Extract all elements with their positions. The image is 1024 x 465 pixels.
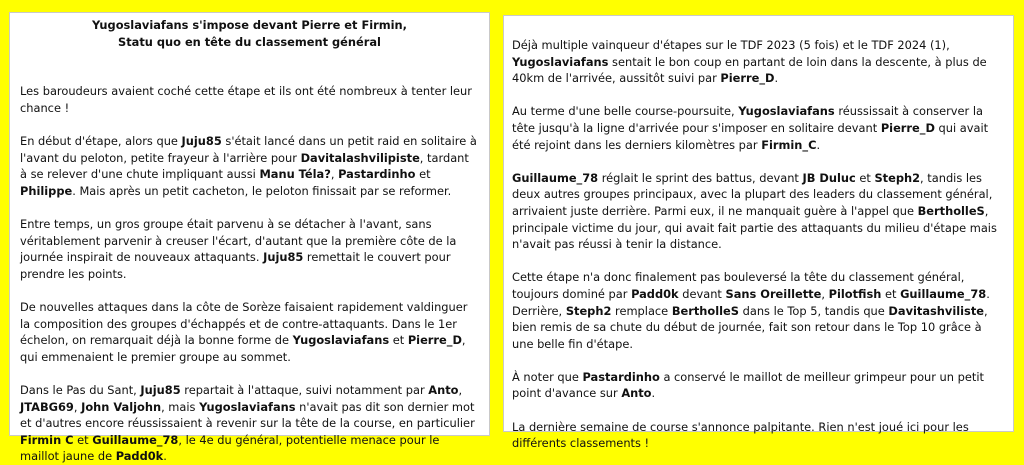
text-run: , mais (161, 399, 200, 414)
text-run: repartait à l'attaque, suivi notamment par (180, 383, 429, 398)
rider-name: Juju85 (181, 134, 222, 149)
text-run: qui avait été rejoint dans les derniers kilomètres par (512, 120, 989, 152)
right-paragraph (512, 369, 1003, 402)
rider-name: Padd0k (631, 286, 679, 301)
rider-name: Juju85 (263, 250, 304, 265)
text-run: dans le Top 5, tandis que (738, 303, 889, 318)
rider-name: Philippe (20, 183, 73, 198)
rider-name: Manu Téla? (259, 167, 331, 182)
rider-name: Firmin_C (761, 137, 817, 152)
text-run: , qui emmenaient le premier groupe au sommet. (20, 333, 466, 364)
text-run: À noter que (512, 369, 583, 384)
article-title-line-2: Statu quo en tête du classement général (118, 34, 381, 49)
text-run: s'était lancé dans un petit raid en solitaire à l'avant du peloton, petite frayeur à l'arrière pour (20, 134, 477, 165)
text-run: , principale victime du jour, qui avait fait partie des attaquants du milieu d'étape mais n'avait pas réussi à tenir la distance. (512, 203, 997, 252)
rider-name: Padd0k (115, 449, 164, 464)
text-run: , bien remis de sa chute du début de journée, fait son retour dans le Top 10 grâce à une belle fin d'étape. (512, 303, 988, 351)
text-run: , (821, 286, 829, 301)
right-paragraph (512, 37, 1003, 87)
text-run: Les baroudeurs avaient coché cette étape et ils ont été nombreux à tenter leur chance ! (20, 84, 472, 115)
left-paragraph (20, 382, 479, 465)
left-article-panel (9, 12, 490, 464)
right-paragraph (512, 419, 1003, 452)
text-run: , tardant à se relever d'une chute impliquant aussi (20, 150, 469, 182)
text-run: devant (678, 286, 726, 301)
text-run: , (330, 167, 339, 182)
text-run: , (458, 383, 463, 398)
rider-name: Juju85 (140, 383, 181, 398)
text-run: . (163, 449, 167, 464)
text-run: La dernière semaine de course s'annonce palpitante. Rien n'est joué ici pour les différents classements ! (512, 419, 969, 451)
title-spacer (20, 50, 479, 83)
rider-name: Guillaume_78 (92, 432, 179, 447)
rider-name: Firmin C (20, 432, 74, 447)
rider-name: Pilotfish (828, 286, 882, 301)
text-run: . (774, 71, 779, 86)
text-run: . Derrière, (512, 286, 990, 318)
rider-name: Yugoslaviafans (738, 104, 835, 119)
rider-name: Sans Oreillette (725, 286, 822, 301)
text-run: En début d'étape, alors que (20, 134, 182, 149)
rider-name: JB Duluc (802, 170, 856, 185)
rider-name: Yugoslaviafans (292, 333, 390, 348)
right-paragraph (512, 170, 1003, 253)
text-run: , tandis les deux autres groupes principaux, avec la plupart des leaders du classement général, arrivaient juste derrière. Parmi eux, il ne manquait guère à l'appel que (512, 170, 993, 218)
text-run: remettait le couvert pour prendre les points. (20, 250, 451, 281)
rider-name: Anto (621, 386, 652, 401)
text-run: Cette étape n'a donc finalement pas bouleversé la tête du classement général, toujours dominé par (512, 270, 965, 301)
text-run: Entre temps, un gros groupe était parvenu à se détacher à l'avant, sans véritablement parvenir à creuser l'écart, d'autant que la première côte de la journée inspirait de nouveaux attaquants. (20, 217, 457, 265)
rider-name: BertholleS (917, 203, 985, 218)
text-run: et (415, 167, 431, 182)
text-run: , le 4e du général, potentielle menace pour le maillot jaune de (20, 432, 440, 464)
rider-name: Davitalashvilipiste (300, 150, 420, 165)
rider-name: Davitashviliste (888, 303, 985, 318)
right-paragraph (512, 103, 1003, 153)
text-run: . Mais après un petit cacheton, le peloton finissait par se reformer. (72, 183, 452, 198)
left-paragraph (20, 299, 479, 365)
text-run: réglait le sprint des battus, devant (598, 170, 803, 185)
rider-name: Pierre_D (880, 120, 935, 135)
rider-name: Pastardinho (582, 369, 660, 384)
text-run: . (651, 386, 656, 401)
rider-name: JTABG69 (20, 399, 74, 414)
right-paragraph (512, 269, 1003, 352)
rider-name: BertholleS (671, 303, 739, 318)
text-run: a conservé le maillot de meilleur grimpeur pour un petit point d'avance sur (512, 369, 984, 401)
left-paragraph (20, 83, 479, 116)
text-run: n'avait pas dit son dernier mot et d'autres encore réussissaient à revenir sur la tête de la course, en particulier (20, 399, 475, 431)
rider-name: Anto (428, 383, 459, 398)
text-run: et (389, 333, 408, 348)
rider-name: Yugoslaviafans (512, 54, 609, 69)
rider-name: Steph2 (565, 303, 612, 318)
rider-name: Guillaume_78 (900, 286, 987, 301)
rider-name: Pierre_D (720, 71, 775, 86)
text-run: Déjà multiple vainqueur d'étapes sur le TDF 2023 (5 fois) et le TDF 2024 (1), (512, 38, 950, 52)
left-paragraph (20, 216, 479, 282)
rider-name: John Valjohn (81, 399, 162, 414)
text-run: De nouvelles attaques dans la côte de Sorèze faisaient rapidement valdinguer la composition des groupes d'échappés et de contre-attaquants. Dans le 1er échelon, on remarquait déjà la bonne forme de (20, 300, 468, 348)
right-article-panel (503, 15, 1014, 451)
rider-name: Guillaume_78 (512, 170, 599, 185)
text-run: remplace (611, 303, 672, 318)
left-paragraph (20, 133, 479, 199)
text-run: Dans le Pas du Sant, (20, 383, 141, 398)
rider-name: Steph2 (874, 170, 921, 185)
text-run: sentait le bon coup en partant de loin dans la descente, à plus de 40km de l'arrivée, aussitôt suivi par (512, 54, 987, 86)
text-run: , (73, 399, 82, 414)
rider-name: Yugoslaviafans (199, 399, 296, 414)
text-run: et (881, 286, 901, 301)
text-run: réussissait à conserver la tête jusqu'à la ligne d'arrivée pour s'imposer en solitaire devant (512, 104, 983, 135)
rider-name: Pastardinho (338, 167, 416, 182)
text-run: et (855, 170, 875, 185)
rider-name: Pierre_D (407, 333, 462, 348)
text-run: Au terme d'une belle course-poursuite, (512, 104, 739, 119)
article-title-line-1: Yugoslaviafans s'impose devant Pierre et Firmin, (92, 18, 407, 32)
text-run: . (816, 137, 821, 152)
text-run: et (73, 432, 93, 447)
